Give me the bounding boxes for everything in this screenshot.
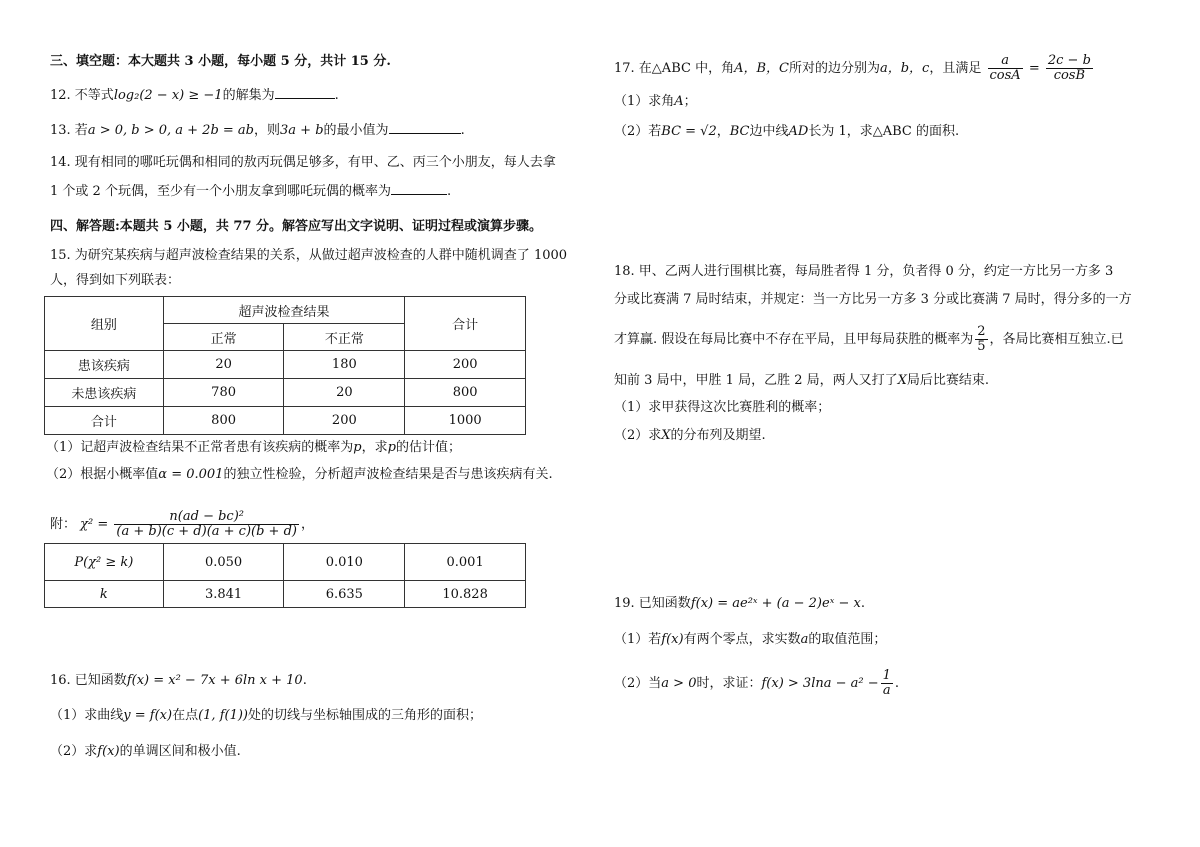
k-label: k [45,581,164,608]
question-19: 19. 已知函数f(x) = ae²ˣ + (a − 2)eˣ − x. [614,596,865,611]
section-4-heading: 四、解答题:本题共 5 小题，共 77 分。解答应写出文字说明、证明过程或演算步骤。 [50,219,543,234]
question-14-line-2: 1 个或 2 个玩偶，至少有一个小朋友拿到哪吒玩偶的概率为 . [50,184,452,199]
header-total: 合计 [405,297,526,351]
header-normal: 正常 [163,324,284,351]
question-17-part-1: （1）求角A； [614,94,697,109]
table-row: 未患该疾病 780 20 800 [45,379,526,407]
section-3-heading: 三、填空题：本大题共 3 小题，每小题 5 分，共计 15 分. [50,54,391,69]
question-18-part-2: （2）求X的分布列及期望. [614,428,766,443]
answer-blank[interactable] [391,182,447,195]
question-14-line-1: 14. 现有相同的哪吒玩偶和相同的敖丙玩偶足够多，有甲、乙、丙三个小朋友，每人去拿 [50,155,556,170]
question-15-line-2: 人，得到如下列联表： [50,273,181,288]
question-18-part-1: （1）求甲获得这次比赛胜利的概率； [614,400,831,415]
question-13: 13. 若a > 0, b > 0, a + 2b = ab，则3a + b的最小值为 . [50,123,465,138]
header-group: 组别 [45,297,164,351]
table-row: 合计 800 200 1000 [45,407,526,435]
question-17: 17. 在△ABC 中，角A，B，C所对的边分别为a，b，c，且满足 $\frac{a}{\cos A}$ = $\frac{2c - b}{\cos B}$ [614,53,1091,83]
question-16-part-1: （1）求曲线y = f(x)在点(1, f(1))处的切线与坐标轴围成的三角形的面积； [50,708,483,723]
critical-value-table: P(χ² ≥ k) 0.050 0.010 0.001 k 3.841 6.635 10.828 [44,543,526,608]
answer-blank[interactable] [275,86,335,99]
p-label: P(χ² ≥ k) [45,544,164,581]
answer-blank[interactable] [389,121,461,134]
question-15-line-1: 15. 为研究某疾病与超声波检查结果的关系，从做过超声波检查的人群中随机调查了 1000 [50,248,568,263]
question-15-part-2: （2）根据小概率值α = 0.001的独立性检验，分析超声波检查结果是否与患该疾病有关. [46,467,553,482]
question-18-line-1: 18. 甲、乙两人进行围棋比赛，每局胜者得 1 分，负者得 0 分，约定一方比另一方多 3 [614,264,1114,279]
table-row: 患该疾病 20 180 200 [45,351,526,379]
question-16: 16. 已知函数f(x) = x² − 7x + 6ln x + 10. [50,673,307,688]
question-18-line-4: 知前 3 局中，甲胜 1 局，乙胜 2 局，两人又打了X局后比赛结束. [614,373,990,388]
question-15-part-1: （1）记超声波检查结果不正常者患有该疾病的概率为p，求p的估计值； [46,440,461,455]
contingency-table [44,296,526,435]
question-18-line-3: 才算赢. 假设在每局比赛中不存在平局，且甲每局获胜的概率为 $\frac{2}{5}$ ，各局比赛相互独立.已 [614,324,1124,354]
question-19-part-2: （2）当a > 0时，求证：f(x) > 3lna − a² − $\frac{1}{a}$ . [614,668,900,698]
header-result: 超声波检查结果 [163,297,405,324]
header-abnormal: 不正常 [284,324,405,351]
chi-square-formula: 附： χ² = $\frac{\text{n(ad − bc)²}}{(a + b)(c + d)(a + c)(b + d)}$ ， [50,509,314,539]
question-16-part-2: （2）求f(x)的单调区间和极小值. [50,744,241,759]
question-17-part-2: （2）若BC = √2，BC边中线AD长为 1，求△ABC 的面积. [614,124,960,139]
question-18-line-2: 分或比赛满 7 局时结束，并规定：当一方比另一方多 3 分或比赛满 7 局时，得分多的一方 [614,292,1132,307]
question-19-part-1: （1）若f(x)有两个零点，求实数a的取值范围； [614,632,887,647]
question-12: 12. 不等式log₂(2 − x) ≥ −1的解集为 . [50,88,339,103]
